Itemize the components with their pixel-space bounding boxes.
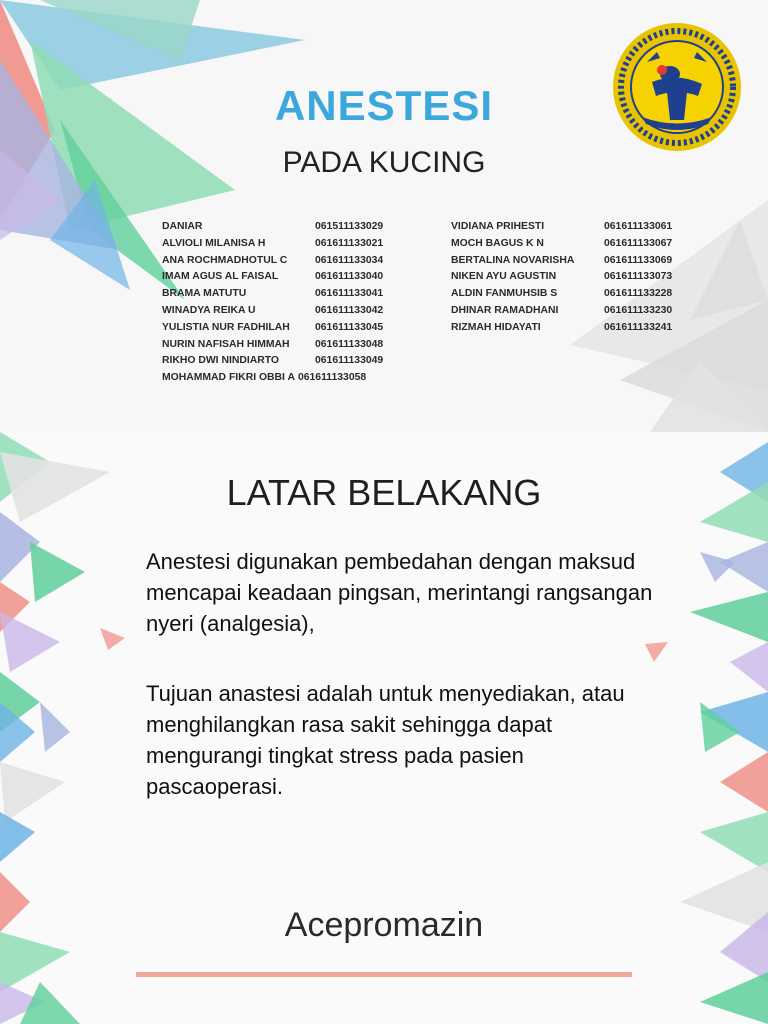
slide-title bbox=[0, 0, 768, 432]
member-row bbox=[451, 322, 672, 339]
member-nim: 061611133241 bbox=[604, 321, 673, 333]
section-title: LATAR BELAKANG bbox=[226, 472, 542, 513]
divider-line bbox=[136, 972, 632, 977]
member-row bbox=[451, 238, 672, 255]
member-row bbox=[162, 238, 383, 255]
member-row bbox=[162, 372, 383, 389]
member-name: ANA ROCHMADHOTUL C bbox=[162, 254, 288, 266]
member-row bbox=[451, 288, 672, 305]
member-name: IMAM AGUS AL FAISAL bbox=[162, 271, 279, 283]
member-name: BERTALINA NOVARISHA bbox=[451, 254, 575, 266]
member-name: ALVIOLI MILANISA H bbox=[162, 237, 266, 249]
member-nim: 061611133058 bbox=[297, 372, 367, 384]
member-nim: 061611133034 bbox=[315, 254, 384, 266]
paragraph-1: Anestesi digunakan pembedahan dengan maksud mencapai keadaan pingsan, merintangi rangsangan nyeri (analgesia), bbox=[146, 549, 653, 636]
member-nim: 061611133230 bbox=[604, 304, 673, 316]
subsection-heading: Acepromazin bbox=[284, 906, 484, 944]
member-nim: 061611133042 bbox=[315, 304, 384, 316]
member-name: WINADYA REIKA U bbox=[162, 304, 256, 316]
member-name: RIKHO DWI NINDIARTO bbox=[162, 355, 279, 367]
member-name: VIDIANA PRIHESTI bbox=[451, 221, 545, 232]
presentation-title: ANESTESI bbox=[274, 82, 494, 129]
member-row bbox=[451, 221, 672, 238]
member-row bbox=[162, 288, 383, 305]
member-nim: 061511133029 bbox=[315, 221, 384, 232]
presentation-subtitle: PADA KUCING bbox=[282, 146, 486, 179]
paragraph-2: Tujuan anastesi adalah untuk menyediakan, atau menghilangkan rasa sakit sehingga dapat mengurangi tingkat stress pada pasien pascaoperasi. bbox=[146, 681, 625, 799]
member-nim: 061611133069 bbox=[604, 254, 673, 266]
member-name: ALDIN FANMUHSIB S bbox=[451, 288, 558, 300]
member-nim: 061611133021 bbox=[315, 237, 384, 249]
member-nim: 061611133061 bbox=[604, 221, 673, 232]
member-nim: 061611133073 bbox=[604, 271, 673, 283]
member-name: DHINAR RAMADHANI bbox=[451, 304, 559, 316]
member-name: NIKEN AYU AGUSTIN bbox=[451, 271, 557, 283]
member-row bbox=[162, 221, 383, 238]
slide-background bbox=[0, 432, 768, 1024]
member-row bbox=[162, 355, 383, 372]
member-nim: 061611133049 bbox=[315, 355, 384, 367]
member-row bbox=[162, 255, 383, 272]
member-name: YULISTIA NUR FADHILAH bbox=[162, 321, 290, 333]
member-nim: 061611133040 bbox=[315, 271, 384, 283]
member-nim: 061611133048 bbox=[315, 338, 384, 350]
member-name: RIZMAH HIDAYATI bbox=[451, 321, 541, 333]
member-row bbox=[162, 339, 383, 356]
member-nim: 061611133045 bbox=[315, 321, 384, 333]
member-nim: 061611133228 bbox=[604, 288, 673, 300]
member-name: BRAMA MATUTU bbox=[162, 288, 247, 300]
member-nim: 061611133067 bbox=[604, 237, 673, 249]
member-list-right bbox=[451, 221, 672, 339]
member-name: DANIAR bbox=[162, 221, 203, 232]
member-row bbox=[451, 305, 672, 322]
member-row bbox=[162, 322, 383, 339]
member-row bbox=[162, 305, 383, 322]
member-row bbox=[162, 271, 383, 288]
member-name: NURIN NAFISAH HIMMAH bbox=[162, 338, 290, 350]
member-name: MOHAMMAD FIKRI OBBI A bbox=[162, 372, 295, 384]
member-nim: 061611133041 bbox=[315, 288, 384, 300]
member-list-left bbox=[162, 221, 383, 389]
member-row bbox=[451, 271, 672, 288]
member-row bbox=[451, 255, 672, 272]
member-name: MOCH BAGUS K N bbox=[451, 237, 544, 249]
